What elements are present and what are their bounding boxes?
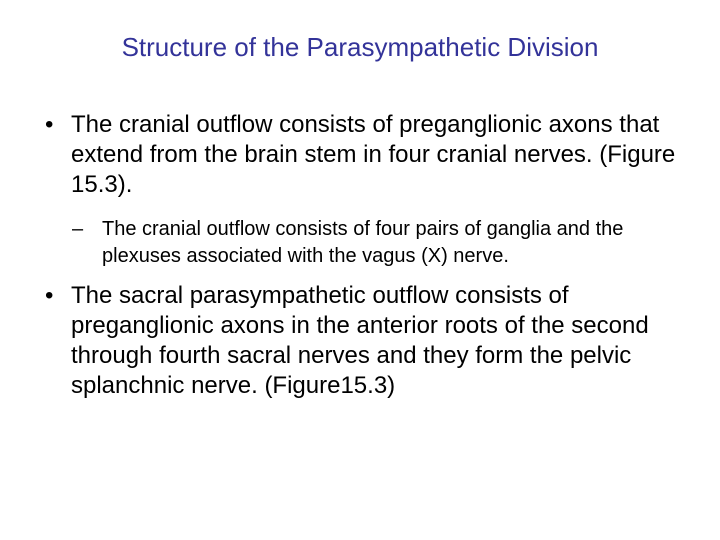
sub-bullet-text: The cranial outflow consists of four pairs of ganglia and the plexuses associated with the vagus (X) nerve. (102, 218, 624, 267)
sub-bullet-marker: – (72, 218, 84, 240)
slide-title: Structure of the Parasympathetic Division (121, 32, 599, 62)
bullet-text: The sacral parasympathetic outflow consists of preganglionic axons in the anterior roots of the second through fourth sacral nerves and they form the pelvic splanchnic nerve. (Figure15.3) (71, 282, 649, 399)
bullet-marker: • (45, 282, 54, 309)
bullet-item (45, 281, 691, 401)
bullet-marker: • (45, 111, 54, 138)
bullet-item (45, 110, 691, 200)
sub-bullet-item (72, 216, 702, 270)
bullet-text: The cranial outflow consists of preganglionic axons that extend from the brain stem in four cranial nerves. (Figure 15.3). (71, 111, 676, 198)
